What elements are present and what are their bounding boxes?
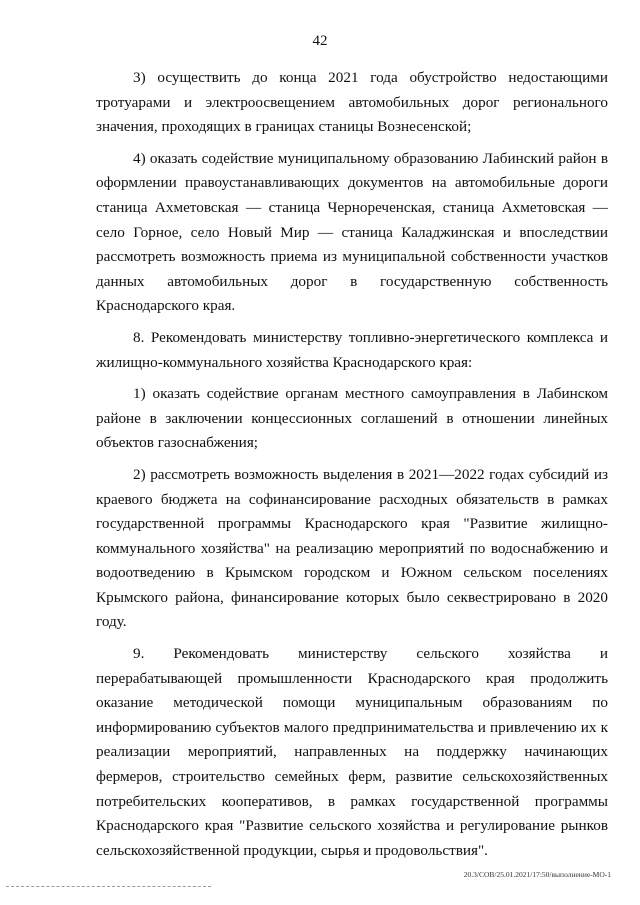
paragraph-section-8: 8. Рекомендовать министерству топливно-энергетического комплекса и жилищно-коммунального хозяйства Краснодарского края: bbox=[96, 328, 608, 371]
page-number: 42 bbox=[312, 33, 328, 49]
paragraph-section-8-item-1: 1) оказать содействие органам местного самоуправления в Лабинском районе в заключении концессионных соглашений в отношении линейных объектов газоснабжения; bbox=[96, 385, 608, 452]
paragraph-item-4: 4) оказать содействие муниципальному образованию Лабинский район в оформлении правоустанавливающих документов на автомобильные дороги станица Ахметовская — станица Чернореченская, станица Ахметовская — село Горное, село Новый Мир — станица Каладжинская и впоследствии рассмотреть возможность приема из муниципальной собственности участков данных автомобильных дорог в государственную собственность Краснодарского края. bbox=[96, 149, 608, 315]
paragraph-section-8-item-2: 2) рассмотреть возможность выделения в 2021—2022 годах субсидий из краевого бюджета на софинансирование расходных обязательств в рамках государственной программы Краснодарского края "Развитие жилищно-коммунального хозяйства" на реализацию мероприятий по водоснабжению и водоотведению в Крымском городском и Южном сельском поселениях Крымского района, финансирование которых было секвестрировано в 2020 году. bbox=[96, 465, 608, 631]
document-footer-code: 20.3/СОВ/25.01.2021/17:50/выполнение-МО-1 bbox=[463, 870, 611, 879]
scan-edge-mark bbox=[6, 886, 211, 887]
paragraph-section-9: 9. Рекомендовать министерству сельского хозяйства и перерабатывающей промышленности Краснодарского края продолжить оказание методической помощи муниципальным образованиям по информированию субъектов малого предпринимательства и привлечению их к реализации мероприятий, направленных на поддержку начинающих фермеров, строительство семейных ферм, развитие сельскохозяйственных потребительских кооперативов, в рамках государственной программы Краснодарского края "Развитие сельского хозяйства и регулирование рынков сельскохозяйственной продукции, сырья и продовольствия". bbox=[96, 645, 608, 859]
paragraph-item-3: 3) осуществить до конца 2021 года обустройство недостающими тротуарами и электроосвещением автомобильных дорог регионального значения, проходящих в границах станицы Вознесенской; bbox=[96, 69, 608, 136]
document-body bbox=[96, 66, 608, 863]
